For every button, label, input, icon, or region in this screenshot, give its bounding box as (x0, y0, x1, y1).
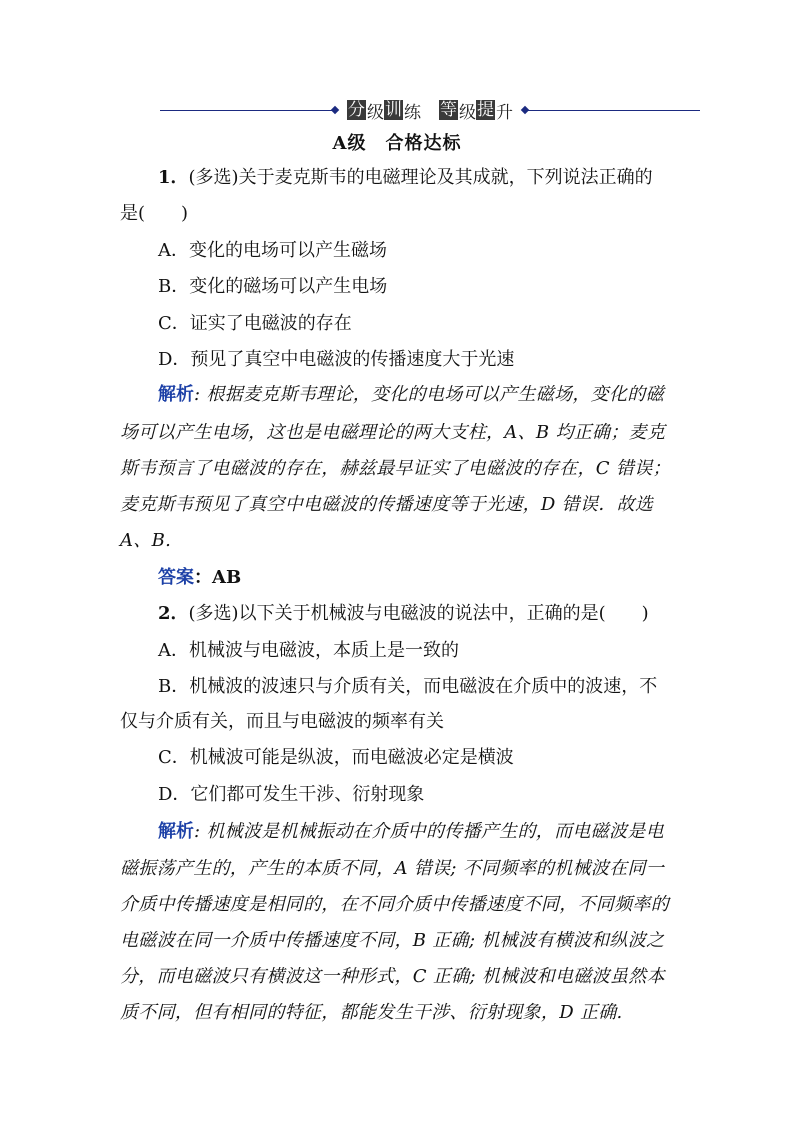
question-1-solution-line: 场可以产生电场，这也是电磁理论的两大支柱，A、B 均正确；麦克 (120, 422, 666, 443)
banner-rule-right (525, 110, 700, 111)
question-2-stem: 2．(多选)以下关于机械波与电磁波的说法中，正确的是( ) (158, 603, 649, 624)
banner-word-left: 分 级 训 练 (348, 100, 421, 123)
question-1-solution-line: A、B. (120, 530, 172, 551)
question-2-solution-line: 介质中传播速度是相同的，在不同介质中传播速度不同，不同频率的 (120, 894, 669, 915)
banner-rule-left (160, 110, 335, 111)
question-1-option-c: C．证实了电磁波的存在 (158, 313, 352, 334)
question-1-solution-line: 斯韦预言了电磁波的存在，赫兹最早证实了电磁波的存在，C 错误； (120, 458, 671, 479)
question-1-option-a: A．变化的电场可以产生磁场 (158, 240, 387, 261)
question-2-solution-line: 解析: 机械波是机械振动在介质中的传播产生的，而电磁波是电 (158, 821, 664, 842)
question-1-option-d: D．预见了真空中电磁波的传播速度大于光速 (158, 349, 515, 370)
question-1-stem: 1．(多选)关于麦克斯韦的电磁理论及其成就，下列说法正确的 (158, 167, 653, 188)
question-2-solution-line: 分，而电磁波只有横波这一种形式，C 正确; 机械波和电磁波虽然本 (120, 966, 665, 987)
question-2-option-a: A．机械波与电磁波，本质上是一致的 (158, 640, 459, 661)
question-2-option-d: D．它们都可发生干涉、衍射现象 (158, 784, 425, 805)
question-2-solution-line: 磁振荡产生的，产生的本质不同，A 错误; 不同频率的机械波在同一 (120, 858, 665, 879)
question-2-option-b-cont: 仅与介质有关，而且与电磁波的频率有关 (120, 711, 444, 732)
question-1-solution-line: 解析: 根据麦克斯韦理论，变化的电场可以产生磁场，变化的磁 (158, 384, 664, 405)
section-title: A级 合格达标 (332, 133, 462, 154)
solution-label: 解析 (158, 384, 194, 405)
question-2-option-b: B．机械波的波速只与介质有关，而电磁波在介质中的波速，不 (158, 676, 658, 697)
question-2-solution-line: 质不同，但有相同的特征，都能发生干涉、衍射现象，D 正确. (120, 1002, 623, 1023)
solution-label: 解析 (158, 821, 194, 842)
question-1-stem-cont: 是( ) (120, 203, 189, 224)
section-banner (160, 97, 700, 123)
question-1-solution-line: 麦克斯韦预见了真空中电磁波的传播速度等于光速，D 错误．故选 (120, 494, 654, 515)
answer-label: 答案 (158, 567, 194, 588)
question-1-option-b: B．变化的磁场可以产生电场 (158, 276, 388, 297)
question-2-solution-line: 电磁波在同一介质中传播速度不同，B 正确; 机械波有横波和纵波之 (120, 930, 665, 951)
banner-word-right: 等 级 提 升 (440, 100, 513, 123)
question-2-option-c: C．机械波可能是纵波，而电磁波必定是横波 (158, 747, 514, 768)
banner-text (335, 98, 525, 123)
question-1-answer: 答案：AB (158, 567, 242, 588)
